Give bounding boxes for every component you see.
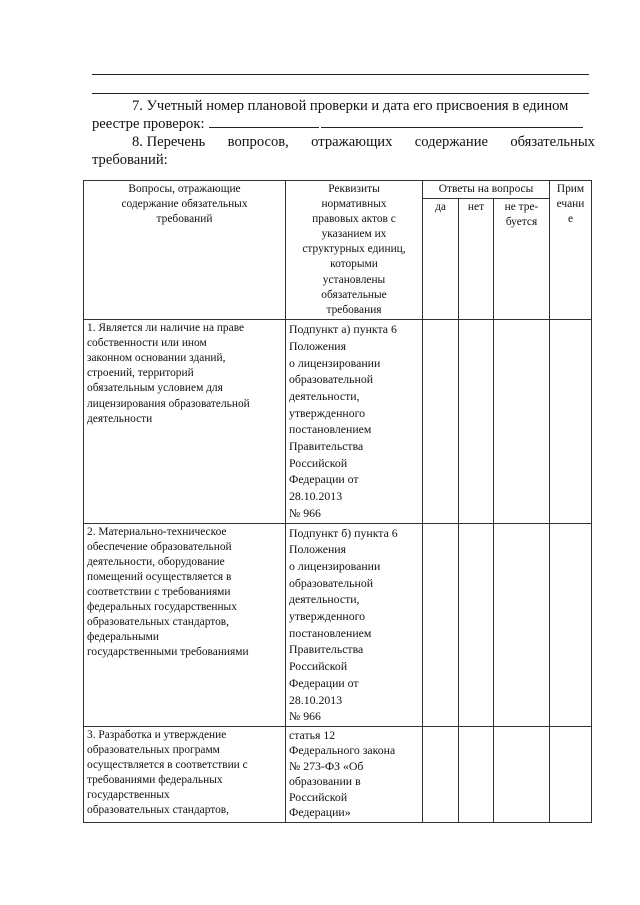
note-cell[interactable]	[550, 726, 592, 822]
requisite-cell: Подпункт а) пункта 6 Положения о лицензировании образовательной деятельности, утвержденного постановлением Правительства Российской Федерации от 28.10.2013 № 966	[286, 320, 423, 523]
registry-number-blank	[209, 115, 319, 128]
answer-no-cell[interactable]	[459, 523, 494, 726]
answer-no-cell[interactable]	[459, 320, 494, 523]
header-answers: Ответы на вопросы	[423, 181, 550, 199]
note-cell[interactable]	[550, 320, 592, 523]
item-7-paragraph	[92, 97, 595, 133]
registry-date-blank	[321, 115, 583, 128]
requisite-cell: статья 12 Федерального закона № 273-ФЗ «Об образовании в Российской Федерации»	[286, 726, 423, 822]
requisite-cell: Подпункт б) пункта 6 Положения о лицензировании образовательной деятельности, утвержденного постановлением Правительства Российской Федерации от 28.10.2013 № 966	[286, 523, 423, 726]
table-row	[84, 726, 592, 822]
item-7-text-cont: реестре проверок:	[92, 116, 205, 132]
question-cell: 3. Разработка и утверждение образовательных программ осуществляется в соответствии с требованиями федеральных государственных образовательных стандартов,	[84, 726, 286, 822]
item-8-text: 8. Перечень вопросов, отражающих содержание обязательных	[132, 134, 595, 150]
answer-not-required-cell[interactable]	[494, 726, 550, 822]
header-questions: Вопросы, отражающие содержание обязательных требований	[84, 181, 286, 320]
table-row	[84, 523, 592, 726]
answer-not-required-cell[interactable]	[494, 523, 550, 726]
header-requisites: Реквизиты нормативных правовых актов с указанием их структурных единиц, которыми установлены обязательные требования	[286, 181, 423, 320]
fill-in-line	[92, 93, 589, 94]
requirements-checklist-table	[83, 180, 592, 823]
fill-in-line	[92, 74, 589, 75]
item-8-text-cont: требований:	[92, 152, 168, 168]
header-no: нет	[459, 199, 494, 320]
header-note: Прим ечани е	[550, 181, 592, 320]
answer-not-required-cell[interactable]	[494, 320, 550, 523]
note-cell[interactable]	[550, 523, 592, 726]
item-8-paragraph	[92, 133, 595, 169]
question-cell: 2. Материально-техническое обеспечение образовательной деятельности, оборудование помещений осуществляется в соответствии с требованиями федеральных государственных образовательных стандартов, федеральными государственными требованиями	[84, 523, 286, 726]
answer-yes-cell[interactable]	[423, 320, 459, 523]
item-7-text: 7. Учетный номер плановой проверки и дата его присвоения в едином	[132, 98, 569, 114]
header-not-required: не тре- буется	[494, 199, 550, 320]
question-cell: 1. Является ли наличие на праве собственности или ином законном основании зданий, строений, территорий обязательным условием для лицензирования образовательной деятельности	[84, 320, 286, 523]
table-row	[84, 320, 592, 523]
table-header-row	[84, 181, 592, 199]
answer-yes-cell[interactable]	[423, 523, 459, 726]
answer-yes-cell[interactable]	[423, 726, 459, 822]
answer-no-cell[interactable]	[459, 726, 494, 822]
header-yes: да	[423, 199, 459, 320]
